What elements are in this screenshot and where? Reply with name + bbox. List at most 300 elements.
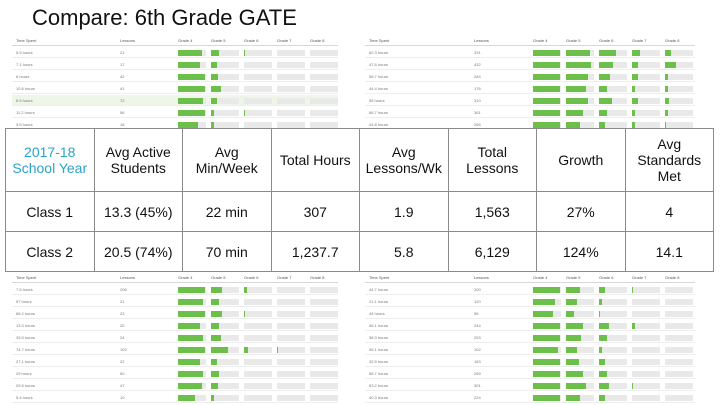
header-lessons: Lessons [120, 38, 135, 43]
grade-progress-fill [211, 335, 221, 341]
grade-progress-bar [632, 86, 660, 92]
grade-progress-fill [566, 98, 588, 104]
grade-progress-bar [211, 110, 239, 116]
header-grade-4: Grade 4 [178, 275, 193, 280]
student-progress-row[interactable] [12, 332, 338, 343]
grade-progress-bar [566, 371, 594, 377]
student-progress-row[interactable] [365, 296, 695, 307]
time-spent-value: 58.7 hours [369, 371, 388, 376]
grade-progress-fill [533, 347, 558, 353]
grade-progress-bar [665, 62, 693, 68]
panel-header-row [365, 273, 695, 283]
class2-right-progress-panel [365, 273, 695, 403]
grade-progress-bar [211, 50, 239, 56]
lessons-count-value: 24 [120, 335, 125, 340]
grade-progress-bar [277, 287, 305, 293]
header-grade-7: Grade 7 [277, 38, 292, 43]
grade-progress-bar [310, 62, 338, 68]
grade-progress-fill [211, 347, 228, 353]
grade-progress-fill [566, 86, 586, 92]
grade-progress-fill [178, 347, 205, 353]
header-time-spent: Time Spent [369, 38, 390, 43]
grade-progress-bar [178, 347, 206, 353]
student-progress-row[interactable] [365, 392, 695, 403]
panel-header-row [12, 36, 338, 46]
lessons-count-value: 72 [120, 98, 125, 103]
total-lessons-cell: 6,129 [448, 232, 537, 272]
grade-progress-fill [211, 395, 214, 401]
student-progress-row[interactable] [12, 296, 338, 307]
header-grade-4: Grade 4 [533, 275, 548, 280]
time-spent-value: 58.7 hours [369, 74, 388, 79]
student-progress-row[interactable] [365, 380, 695, 391]
grade-progress-fill [533, 287, 560, 293]
grade-progress-fill [533, 383, 560, 389]
grade-progress-fill [533, 110, 560, 116]
grade-progress-bar [178, 110, 206, 116]
time-spent-value: 11.2 hours [16, 110, 35, 115]
avg-lessons-wk-cell: 5.8 [360, 232, 449, 272]
student-progress-row[interactable] [365, 119, 695, 128]
student-progress-row[interactable] [12, 368, 338, 379]
header-avg-standards-met: Avg Standards Met [625, 129, 714, 192]
lessons-count-value: 120 [474, 299, 481, 304]
grade-progress-bar [178, 371, 206, 377]
grade-progress-fill [599, 299, 602, 305]
student-progress-row[interactable] [12, 320, 338, 331]
student-progress-row[interactable] [365, 356, 695, 367]
grade-progress-fill [599, 86, 607, 92]
grade-progress-bar [632, 311, 660, 317]
grade-progress-fill [566, 110, 583, 116]
lessons-count-value: 310 [474, 98, 481, 103]
grade-progress-bar [211, 98, 239, 104]
header-grade-6: Grade 6 [244, 38, 259, 43]
grade-progress-bar [566, 62, 594, 68]
time-spent-value: 63.2 hours [369, 383, 388, 388]
grade-progress-bar [244, 335, 272, 341]
time-spent-value: 5.5 hours [16, 50, 33, 55]
grade-progress-fill [665, 62, 676, 68]
grade-progress-bar [665, 371, 693, 377]
grade-progress-fill [566, 395, 580, 401]
grade-progress-fill [244, 110, 245, 116]
lessons-count-value: 23 [120, 311, 125, 316]
grade-progress-fill [211, 311, 222, 317]
grade-progress-bar [310, 98, 338, 104]
grade-progress-fill [533, 311, 553, 317]
grade-progress-bar [178, 311, 206, 317]
time-spent-value: 7.5 hours [16, 287, 33, 292]
header-lessons: Lessons [120, 275, 135, 280]
grade-progress-bar [665, 347, 693, 353]
header-grade-4: Grade 4 [178, 38, 193, 43]
student-progress-row[interactable] [12, 284, 338, 295]
lessons-count-value: 41 [120, 86, 125, 91]
lessons-count-value: 301 [474, 383, 481, 388]
lessons-count-value: 176 [474, 86, 481, 91]
grade-progress-bar [277, 347, 305, 353]
time-spent-value: 47.6 hours [369, 62, 388, 67]
grade-progress-bar [665, 287, 693, 293]
grade-progress-bar [632, 98, 660, 104]
lessons-count-value: 21 [120, 50, 125, 55]
grade-progress-fill [178, 299, 203, 305]
time-spent-value: 21.1 hours [369, 299, 388, 304]
grade-progress-fill [533, 359, 560, 365]
grade-progress-fill [533, 299, 555, 305]
table-row [6, 232, 714, 272]
grade-progress-bar [244, 98, 272, 104]
total-hours-cell: 307 [271, 192, 360, 232]
grade-progress-fill [211, 110, 214, 116]
header-grade-7: Grade 7 [632, 275, 647, 280]
lessons-count-value: 16 [120, 122, 125, 127]
grade-progress-bar [599, 335, 627, 341]
time-spent-value: 35.1 hours [369, 347, 388, 352]
student-progress-row[interactable] [365, 332, 695, 343]
lessons-count-value: 96 [474, 311, 479, 316]
grade-progress-bar [533, 323, 561, 329]
grade-progress-bar [599, 74, 627, 80]
grade-progress-bar [632, 359, 660, 365]
grade-progress-fill [566, 299, 577, 305]
grade-progress-bar [566, 110, 594, 116]
header-avg-lessons-wk: Avg Lessons/Wk [360, 129, 449, 192]
grade-progress-bar [310, 383, 338, 389]
grade-progress-bar [599, 86, 627, 92]
lessons-count-value: 21 [120, 299, 125, 304]
header-grade-5: Grade 5 [566, 38, 581, 43]
grade-progress-fill [632, 287, 633, 293]
grade-progress-fill [566, 383, 586, 389]
grade-progress-bar [244, 287, 272, 293]
grade-progress-bar [310, 299, 338, 305]
grade-progress-bar [566, 383, 594, 389]
grade-progress-fill [665, 98, 669, 104]
grade-progress-bar [665, 86, 693, 92]
lessons-count-value: 42 [120, 74, 125, 79]
grade-progress-fill [533, 50, 560, 56]
lessons-count-value: 22 [120, 359, 125, 364]
time-spent-value: 66.7 hours [369, 110, 388, 115]
grade-progress-fill [178, 335, 203, 341]
header-total-hours: Total Hours [271, 129, 360, 192]
student-progress-row[interactable] [12, 59, 338, 70]
lessons-count-value: 265 [474, 122, 481, 127]
grade-progress-fill [566, 359, 579, 365]
header-grade-8: Grade 8 [310, 275, 325, 280]
grade-progress-bar [599, 323, 627, 329]
grade-progress-fill [599, 371, 607, 377]
table-row [6, 192, 714, 232]
avg-min-week-cell: 70 min [183, 232, 272, 272]
grade-progress-fill [211, 62, 217, 68]
panel-header-row [12, 273, 338, 283]
student-progress-row[interactable] [12, 392, 338, 403]
time-spent-value: 44.7 hours [369, 287, 388, 292]
grade-progress-bar [277, 371, 305, 377]
grade-progress-bar [277, 383, 305, 389]
header-growth: Growth [537, 129, 626, 192]
grade-progress-bar [533, 62, 561, 68]
grade-progress-fill [533, 98, 560, 104]
panel-header-row [365, 36, 695, 46]
lessons-count-value: 102 [474, 347, 481, 352]
header-grade-6: Grade 6 [599, 275, 614, 280]
grade-progress-fill [211, 323, 219, 329]
time-spent-value: 44.4 hours [369, 86, 388, 91]
grade-progress-fill [665, 86, 668, 92]
grade-progress-bar [310, 86, 338, 92]
grade-progress-bar [665, 395, 693, 401]
time-spent-value: 44 hours [369, 311, 385, 316]
grade-progress-fill [599, 323, 609, 329]
lessons-count-value: 50 [120, 371, 125, 376]
grade-progress-bar [244, 347, 272, 353]
avg-active-students-cell: 13.3 (45%) [94, 192, 183, 232]
grade-progress-bar [244, 323, 272, 329]
grade-progress-bar [211, 311, 239, 317]
grade-progress-bar [178, 98, 206, 104]
student-progress-row[interactable] [365, 71, 695, 82]
student-progress-row[interactable] [365, 320, 695, 331]
header-school-year: 2017-18 School Year [6, 129, 95, 192]
grade-progress-bar [178, 299, 206, 305]
time-spent-value: 13.3 hours [16, 323, 35, 328]
grade-progress-bar [211, 299, 239, 305]
lessons-count-value: 432 [474, 62, 481, 67]
grade-progress-fill [178, 383, 202, 389]
student-progress-row[interactable] [365, 95, 695, 106]
header-grade-8: Grade 8 [665, 38, 680, 43]
grade-progress-fill [178, 371, 203, 377]
student-progress-row[interactable] [365, 284, 695, 295]
avg-active-students-cell: 20.5 (74%) [94, 232, 183, 272]
grade-progress-bar [533, 110, 561, 116]
grade-progress-bar [599, 98, 627, 104]
student-progress-row[interactable] [12, 119, 338, 128]
grade-progress-bar [178, 62, 206, 68]
header-grade-6: Grade 6 [244, 275, 259, 280]
grade-progress-bar [277, 359, 305, 365]
grade-progress-fill [244, 287, 247, 293]
grade-progress-fill [632, 110, 635, 116]
grade-progress-bar [277, 311, 305, 317]
lessons-count-value: 10 [120, 395, 125, 400]
student-progress-row[interactable] [12, 380, 338, 391]
grade-progress-bar [665, 311, 693, 317]
lessons-count-value: 206 [120, 287, 127, 292]
grade-progress-bar [244, 299, 272, 305]
grade-progress-fill [566, 287, 580, 293]
grade-progress-fill [211, 287, 222, 293]
page-title: Compare: 6th Grade GATE [32, 5, 297, 30]
student-progress-row[interactable] [12, 83, 338, 94]
grade-progress-bar [211, 359, 239, 365]
grade-progress-bar [533, 395, 561, 401]
student-progress-row[interactable] [12, 71, 338, 82]
grade-progress-bar [566, 74, 594, 80]
time-spent-value: 44.8 hours [369, 122, 388, 127]
student-progress-row[interactable] [365, 47, 695, 58]
class1-right-progress-panel [365, 36, 695, 128]
grade-progress-bar [632, 335, 660, 341]
header-grade-8: Grade 8 [310, 38, 325, 43]
lessons-count-value: 224 [474, 395, 481, 400]
grade-progress-bar [533, 74, 561, 80]
grade-progress-fill [599, 335, 607, 341]
time-spent-value: 74.7 hours [16, 347, 35, 352]
student-progress-row[interactable] [12, 107, 338, 118]
student-progress-row[interactable] [365, 59, 695, 70]
header-grade-4: Grade 4 [533, 38, 548, 43]
student-progress-row[interactable] [365, 368, 695, 379]
grade-progress-fill [566, 62, 591, 68]
grade-progress-bar [211, 287, 239, 293]
grade-progress-fill [665, 50, 671, 56]
grade-progress-bar [599, 299, 627, 305]
grade-progress-bar [277, 323, 305, 329]
grade-progress-bar [566, 98, 594, 104]
grade-progress-fill [599, 359, 605, 365]
grade-progress-fill [277, 347, 278, 353]
grade-progress-bar [244, 74, 272, 80]
grade-progress-bar [665, 323, 693, 329]
total-lessons-cell: 1,563 [448, 192, 537, 232]
grade-progress-bar [566, 311, 594, 317]
header-time-spent: Time Spent [16, 38, 37, 43]
grade-progress-fill [178, 62, 200, 68]
grade-progress-fill [178, 110, 205, 116]
grade-progress-fill [632, 323, 635, 329]
lessons-count-value: 269 [474, 371, 481, 376]
grade-progress-bar [632, 110, 660, 116]
grade-progress-fill [599, 98, 612, 104]
header-grade-7: Grade 7 [277, 275, 292, 280]
time-spent-value: 7.1 hours [16, 62, 33, 67]
grade-progress-bar [178, 383, 206, 389]
grade-progress-bar [632, 371, 660, 377]
grade-progress-bar [244, 50, 272, 56]
grade-progress-fill [178, 98, 203, 104]
grade-progress-bar [566, 347, 594, 353]
time-spent-value: 27.1 hours [16, 359, 35, 364]
grade-progress-bar [178, 359, 206, 365]
grade-progress-bar [211, 347, 239, 353]
lessons-count-value: 47 [120, 383, 125, 388]
grade-progress-bar [211, 86, 239, 92]
header-grade-8: Grade 8 [665, 275, 680, 280]
grade-progress-fill [599, 110, 607, 116]
grade-progress-bar [310, 311, 338, 317]
student-progress-row[interactable] [12, 344, 338, 355]
grade-progress-fill [566, 311, 574, 317]
grade-progress-fill [599, 287, 605, 293]
time-spent-value: 38.3 hours [369, 335, 388, 340]
grade-progress-bar [533, 287, 561, 293]
student-progress-row[interactable] [12, 308, 338, 319]
grade-progress-bar [277, 74, 305, 80]
grade-progress-fill [632, 98, 638, 104]
student-progress-row[interactable] [365, 83, 695, 94]
lessons-count-value: 253 [474, 335, 481, 340]
grade-progress-bar [599, 62, 627, 68]
student-progress-row[interactable] [365, 107, 695, 118]
lessons-count-value: 100 [474, 287, 481, 292]
header-grade-5: Grade 5 [566, 275, 581, 280]
grade-progress-bar [599, 383, 627, 389]
avg-standards-met-cell: 14.1 [625, 232, 714, 272]
grade-progress-bar [566, 335, 594, 341]
grade-progress-bar [277, 62, 305, 68]
grade-progress-bar [244, 311, 272, 317]
grade-progress-bar [599, 371, 627, 377]
header-lessons: Lessons [474, 38, 489, 43]
grade-progress-fill [244, 311, 245, 317]
grade-progress-bar [211, 335, 239, 341]
grade-progress-bar [599, 110, 627, 116]
time-spent-value: 33.5 hours [16, 335, 35, 340]
header-grade-5: Grade 5 [211, 38, 226, 43]
grade-progress-bar [632, 62, 660, 68]
grade-progress-bar [310, 50, 338, 56]
student-progress-row[interactable] [12, 356, 338, 367]
grade-progress-bar [665, 98, 693, 104]
grade-progress-fill [244, 347, 248, 353]
total-hours-cell: 1,237.7 [271, 232, 360, 272]
time-spent-value: 5.4 hours [16, 395, 33, 400]
grade-progress-bar [632, 50, 660, 56]
comparison-table [5, 128, 714, 272]
grade-progress-bar [310, 371, 338, 377]
grade-progress-fill [632, 86, 635, 92]
grade-progress-fill [599, 50, 616, 56]
grade-progress-fill [566, 50, 590, 56]
comparison-table-container [5, 128, 714, 271]
grade-progress-bar [244, 383, 272, 389]
grade-progress-bar [277, 86, 305, 92]
grade-progress-fill [632, 74, 638, 80]
grade-progress-bar [211, 383, 239, 389]
header-total-lessons: Total Lessons [448, 129, 537, 192]
grade-progress-fill [533, 323, 560, 329]
class1-left-progress-panel [12, 36, 338, 128]
grade-progress-bar [665, 335, 693, 341]
grade-progress-fill [566, 74, 588, 80]
grade-progress-bar [566, 50, 594, 56]
grade-progress-bar [665, 74, 693, 80]
student-progress-row[interactable] [12, 95, 338, 106]
student-progress-row[interactable] [365, 308, 695, 319]
growth-cell: 27% [537, 192, 626, 232]
student-progress-row[interactable] [12, 47, 338, 58]
grade-progress-bar [632, 395, 660, 401]
grade-progress-bar [310, 74, 338, 80]
class2-left-progress-panel [12, 273, 338, 403]
grade-progress-bar [178, 287, 206, 293]
time-spent-value: 55 hours [369, 98, 385, 103]
lessons-count-value: 20 [120, 323, 125, 328]
grade-progress-bar [533, 359, 561, 365]
student-progress-row[interactable] [365, 344, 695, 355]
time-spent-value: 3.6 hours [16, 122, 33, 127]
grade-progress-bar [566, 299, 594, 305]
grade-progress-bar [632, 383, 660, 389]
grade-progress-fill [566, 347, 577, 353]
grade-progress-bar [632, 323, 660, 329]
time-spent-value: 62.3 hours [369, 50, 388, 55]
